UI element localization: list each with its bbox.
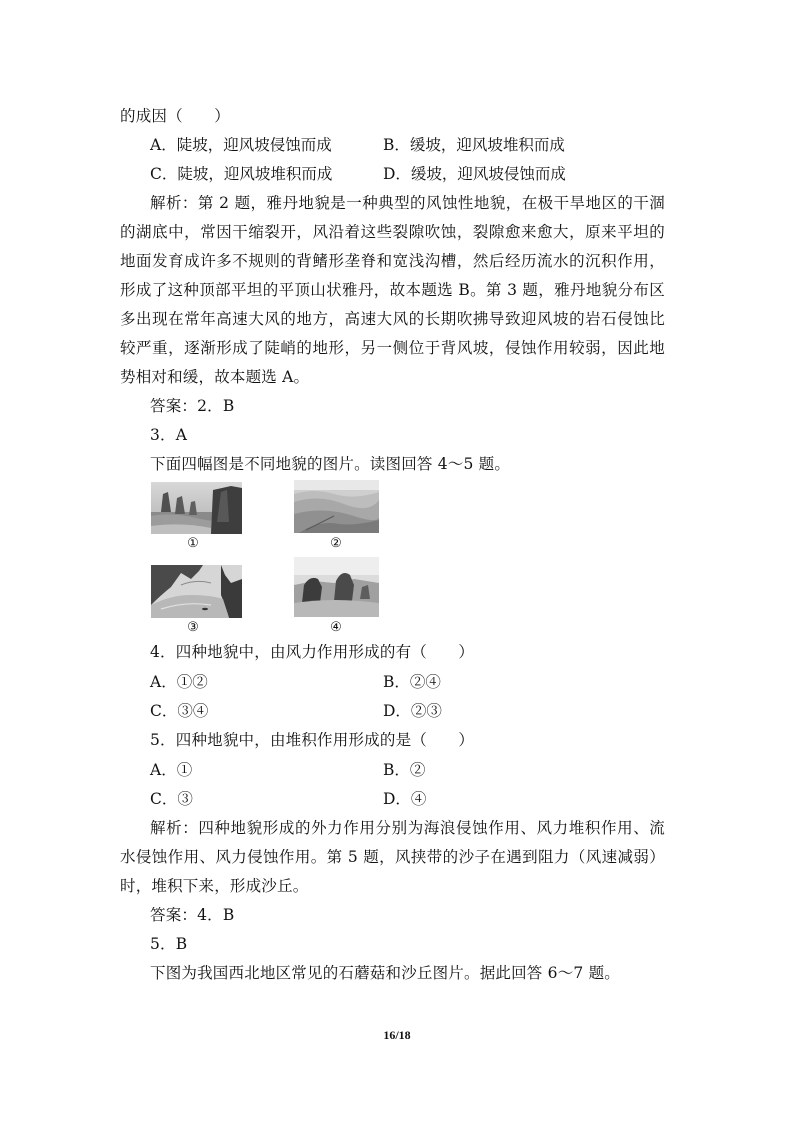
analysis-line: 解析：四种地貌形成的外力作用分别为海浪侵蚀作用、风力堆积作用、流 [150,819,665,837]
figure-4-caption: ④ [330,620,342,635]
figure-2-caption: ② [330,536,342,551]
q4-option-c: C．③④ [150,702,209,720]
option-c: C．陡坡，迎风坡堆积而成 [150,165,333,183]
question-4-stem: 4．四种地貌中，由风力作用形成的有（ ） [150,643,475,661]
q5-option-a: A．① [150,761,193,779]
analysis-line: 势相对和缓，故本题选 A。 [120,368,310,386]
figure-4-wind-eroded-rocks-image [294,557,379,617]
intro-line: 下图为我国西北地区常见的石蘑菇和沙丘图片。据此回答 6～7 题。 [150,964,620,982]
analysis-line: 的湖底中，常因干缩裂开，风沿着这些裂隙吹蚀，裂隙愈来愈大，原来平坦的 [120,223,665,241]
answer-line: 答案：4．B [150,906,235,924]
q4-option-a: A．①② [150,673,208,691]
q4-option-d: D．②③ [383,702,442,720]
analysis-line: 较严重，逐渐形成了陡峭的地形，另一侧位于背风坡，侵蚀作用较弱，因此地 [120,339,665,357]
figure-1-sea-stacks-image [151,482,242,534]
analysis-line: 形成了这种顶部平坦的平顶山状雅丹，故本题选 B。第 3 题，雅丹地貌分布区 [120,281,665,299]
analysis-line: 多出现在常年高速大风的地方，高速大风的长期吹拂导致迎风坡的岩石侵蚀比 [120,310,665,328]
q4-option-b: B．②④ [383,673,441,691]
intro-line: 下面四幅图是不同地貌的图片。读图回答 4～5 题。 [150,455,511,473]
option-b: B．缓坡，迎风坡堆积而成 [383,136,565,154]
option-a: A．陡坡，迎风坡侵蚀而成 [150,136,332,154]
analysis-line: 地面发育成许多不规则的背鳍形垄脊和宽浅沟槽，然后经历流水的沉积作用， [120,252,665,270]
analysis-line: 时，堆积下来，形成沙丘。 [120,877,309,895]
answer-line: 5．B [150,935,188,953]
figure-2-sand-dunes-image [294,480,379,533]
answer-line: 答案：2．B [150,397,235,415]
figure-3-caption: ③ [187,620,199,635]
page-number: 16/18 [383,1028,411,1042]
question-stem-tail: 的成因（ ） [120,107,230,125]
analysis-line: 水侵蚀作用、风力侵蚀作用。第 5 题，风挟带的沙子在遇到阻力（风速减弱） [120,848,665,866]
figure-3-river-gorge-image [151,565,242,618]
figure-1-caption: ① [187,536,199,551]
analysis-line: 解析：第 2 题，雅丹地貌是一种典型的风蚀性地貌，在极干旱地区的干涸 [150,194,665,212]
q5-option-c: C．③ [150,790,193,808]
option-d: D．缓坡，迎风坡侵蚀而成 [383,165,566,183]
question-5-stem: 5．四种地貌中，由堆积作用形成的是（ ） [150,731,475,749]
q5-option-b: B．② [383,761,426,779]
q5-option-d: D．④ [383,790,427,808]
answer-line: 3．A [150,426,188,444]
